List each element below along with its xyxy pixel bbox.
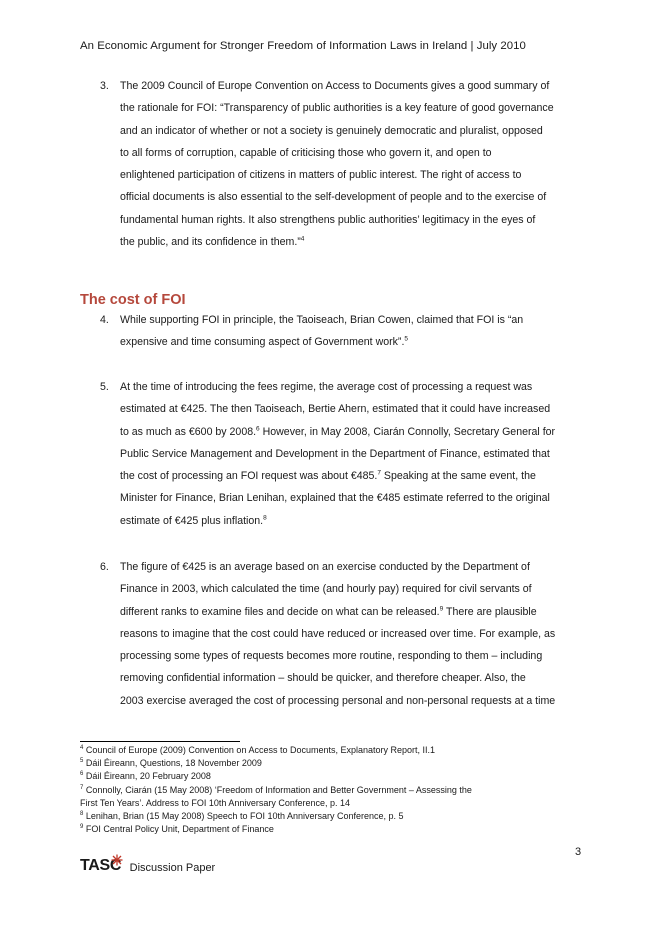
- line-text: expensive and time consuming aspect of Government work”.: [120, 336, 405, 349]
- footer: [80, 857, 215, 883]
- footnote: [80, 744, 472, 757]
- footnote-reference[interactable]: 8: [263, 514, 267, 522]
- line-text: and an indicator of whether or not a society is genuinely democratic and pluralist, opposed: [120, 124, 543, 137]
- line-text: official documents is also essential to the self-development of people and to the exercise of: [120, 191, 547, 204]
- line-text: At the time of introducing the fees regime, the average cost of processing a request was: [120, 381, 533, 393]
- footnote-text: Lenihan, Brian (15 May 2008) Speech to FOI 10th Anniversary Conference, p. 5: [83, 810, 404, 821]
- text-line: [120, 583, 590, 605]
- text-line: [120, 561, 590, 583]
- text-line: [120, 191, 590, 213]
- text-line: [120, 80, 590, 102]
- footnotes: [80, 744, 472, 836]
- numbered-paragraph: [100, 381, 590, 537]
- text-line: [120, 448, 590, 470]
- line-text: Public Service Management and Development in the Department of Finance, estimated that: [120, 447, 550, 460]
- footnote-text: First Ten Years’. Address to FOI 10th Anniversary Conference, p. 14: [80, 797, 350, 808]
- text-line: [120, 403, 590, 425]
- line-text-continued: However, in May 2008, Ciarán Connolly, Secretary General for: [259, 425, 556, 438]
- paragraph-body: [120, 80, 590, 258]
- footnote-reference[interactable]: 9: [439, 605, 444, 613]
- line-text: Minister for Finance, Brian Lenihan, explained that the €485 estimate referred to the original: [120, 492, 550, 505]
- line-text: While supporting FOI in principle, the Taoiseach, Brian Cowen, claimed that FOI is “an: [120, 314, 524, 326]
- text-line: [120, 147, 590, 169]
- footnote: [80, 784, 472, 797]
- footnote-text: Council of Europe (2009) Convention on Access to Documents, Explanatory Report, II.1: [83, 745, 436, 755]
- text-line: [120, 236, 590, 258]
- footnote-separator: [80, 741, 240, 742]
- line-text: estimated at €425. The then Taoiseach, Bertie Ahern, estimated that it could have increased: [120, 403, 551, 416]
- text-line: [120, 492, 590, 514]
- text-line: [120, 606, 590, 628]
- paragraph-number: 4.: [100, 314, 109, 326]
- text-line: [120, 470, 590, 492]
- footnote-mark: 7: [80, 784, 84, 791]
- numbered-paragraph: [100, 561, 590, 717]
- text-line: [120, 102, 590, 124]
- footnote: [80, 757, 472, 770]
- line-text: Finance in 2003, which calculated the time (and hourly pay) required for civil servants of: [120, 583, 532, 596]
- footnote-text: Dáil Éireann, 20 February 2008: [83, 771, 211, 782]
- footnote-text: Dáil Éireann, Questions, 18 November 2009: [83, 758, 262, 769]
- footnote-mark: 6: [80, 771, 84, 778]
- line-text: to as much as €600 by 2008.: [120, 425, 257, 438]
- text-line: [120, 125, 590, 147]
- footnote-mark: 8: [80, 810, 84, 817]
- footnote: [80, 823, 472, 836]
- paragraph-number: 5.: [100, 381, 109, 393]
- footnote-mark: 5: [80, 758, 84, 765]
- line-text: removing confidential information – should be quicker, and therefore cheaper. Also, the: [120, 672, 526, 685]
- line-text: The 2009 Council of Europe Convention on Access to Documents gives a good summary of: [120, 80, 550, 92]
- line-text-continued: Speaking at the same event, the: [380, 470, 536, 483]
- text-line: [120, 650, 590, 672]
- footnote-reference[interactable]: 4: [300, 235, 305, 243]
- line-text: The figure of €425 is an average based on an exercise conducted by the Department of: [120, 561, 530, 573]
- line-text: estimate of €425 plus inflation.: [120, 514, 264, 527]
- numbered-paragraph: [100, 80, 590, 258]
- line-text: the rationale for FOI: “Transparency of public authorities is a key feature of good governance: [120, 102, 554, 115]
- footnote-mark: 9: [80, 824, 84, 831]
- footnote-text: Connolly, Ciarán (15 May 2008) ‘Freedom of Information and Better Government – Assessing the: [83, 784, 472, 795]
- paragraph-number: 6.: [100, 561, 109, 573]
- line-text: to all forms of corruption, capable of criticising those who govern it, and open to: [120, 146, 492, 159]
- text-line: [120, 628, 590, 650]
- footer-label: Discussion Paper: [129, 862, 216, 874]
- footnote: [80, 797, 472, 810]
- line-text: the cost of processing an FOI request was about €485.: [120, 470, 378, 483]
- footnote: [80, 770, 472, 783]
- text-line: [120, 169, 590, 191]
- footnote-mark: 4: [80, 745, 84, 751]
- footnote: [80, 810, 472, 823]
- text-line: [120, 214, 590, 236]
- text-line: [120, 381, 590, 403]
- paragraph-body: [120, 314, 590, 359]
- text-line: [120, 314, 590, 336]
- line-text: the public, and its confidence in them.”: [120, 236, 301, 249]
- footnote-reference[interactable]: 5: [404, 335, 409, 343]
- footnote-reference[interactable]: 6: [256, 425, 260, 433]
- section-heading: The cost of FOI: [80, 292, 186, 308]
- paragraph-number: 3.: [100, 80, 109, 92]
- text-line: [120, 672, 590, 694]
- logo-star-icon: [111, 854, 123, 866]
- line-text: 2003 exercise averaged the cost of processing personal and non-personal requests at a time: [120, 694, 556, 707]
- footnote-text: FOI Central Policy Unit, Department of Finance: [83, 824, 274, 835]
- logo-text: TASC: [80, 857, 122, 874]
- text-line: [120, 336, 590, 358]
- line-text: fundamental human rights. It also strengthens public authorities’ legitimacy in the eyes of: [120, 213, 536, 226]
- text-line: [120, 426, 590, 448]
- tasc-logo: [80, 857, 121, 875]
- line-text: enlightened participation of citizens in matters of public interest. The right of access to: [120, 169, 522, 182]
- text-line: [120, 515, 590, 537]
- numbered-paragraph: [100, 314, 590, 359]
- line-text: processing some types of requests becomes more routine, responding to them – including: [120, 650, 543, 663]
- page-number: 3: [575, 846, 582, 858]
- paragraph-body: [120, 561, 590, 717]
- footnote-reference[interactable]: 7: [377, 469, 381, 477]
- line-text: different ranks to examine files and decide on what can be released.: [120, 605, 440, 618]
- line-text-continued: There are plausible: [443, 605, 537, 618]
- line-text: reasons to imagine that the cost could have reduced or increased over time. For example, as: [120, 627, 556, 640]
- running-header: An Economic Argument for Stronger Freedom of Information Laws in Ireland | July 2010: [80, 40, 526, 52]
- paragraph-body: [120, 381, 590, 537]
- text-line: [120, 695, 590, 717]
